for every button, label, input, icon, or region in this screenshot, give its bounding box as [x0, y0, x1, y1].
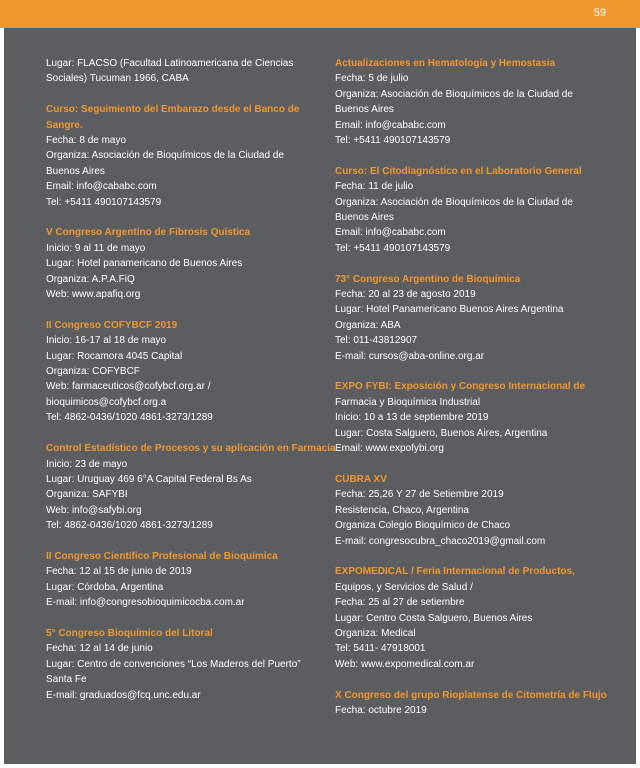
event-detail: Fecha: 8 de mayo	[46, 135, 127, 147]
event-title: Actualizaciones en Hematología y Hemostasia	[335, 58, 556, 69]
event-detail: Organiza: Asociación de Bioquímicos de la Ciudad de	[335, 88, 573, 100]
event-detail: E-mail: graduados@fcq.unc.edu.ar	[46, 689, 201, 701]
event-detail: Tel: 011-43812907	[335, 335, 418, 347]
event-title: Sangre.	[46, 119, 83, 131]
event-detail: Inicio: 9 al 11 de mayo	[46, 242, 146, 254]
event-entry	[46, 102, 336, 210]
event-detail: Tel: +5411 490107143579	[46, 196, 162, 208]
event-detail: Resistencia, Chaco, Argentina	[335, 504, 469, 516]
event-entry	[46, 549, 336, 611]
event-detail: E-mail: info@congresobioquimicocba.com.ar	[46, 597, 245, 609]
event-detail: Equipos, y Servicios de Salud /	[335, 581, 473, 593]
event-entry	[335, 164, 625, 256]
events-panel	[4, 28, 636, 764]
event-title: CUBRA XV	[335, 473, 387, 485]
event-title: Curso: Seguimiento del Embarazo desde el Banco de	[46, 104, 300, 116]
event-detail: Fecha: 5 de julio	[335, 73, 409, 85]
event-entry	[335, 56, 625, 148]
event-entry	[46, 626, 336, 703]
event-entry	[335, 472, 625, 549]
event-detail: Fecha: octubre 2019	[335, 704, 427, 716]
event-detail: Lugar: Centro Costa Salguero, Buenos Aires	[335, 612, 533, 624]
event-detail: Email: info@cababc.com	[335, 119, 446, 131]
event-detail: Santa Fe	[46, 674, 87, 686]
event-entry	[46, 441, 336, 533]
event-detail: Tel: 4862-0436/1020 4861-3273/1289	[46, 412, 213, 424]
event-detail: Lugar: Uruguay 469 6°A Capital Federal Bs As	[46, 473, 252, 485]
event-detail: Lugar: Costa Salguero, Buenos Aires, Argentina	[335, 427, 548, 439]
events-column-right	[335, 56, 625, 734]
event-detail: Organiza: Asociación de Bioquímicos de la Ciudad de	[335, 196, 573, 208]
event-detail: Email: info@cababc.com	[46, 181, 157, 193]
page-number: 59	[593, 7, 606, 19]
event-detail: Web: info@safybi.org	[46, 504, 142, 516]
event-detail: Inicio: 16-17 al 18 de mayo	[46, 335, 167, 347]
event-detail: Farmacia y Bioquímica Industrial	[335, 396, 481, 408]
event-detail: Lugar: Centro de convenciones “Los Maderos del Puerto”	[46, 658, 301, 670]
event-detail: Web: www.apafiq.org	[46, 289, 141, 301]
event-detail: Inicio: 23 de mayo	[46, 458, 128, 470]
event-detail: Fecha: 25,26 Y 27 de Setiembre 2019	[335, 489, 504, 501]
event-detail: Web: farmaceuticos@cofybcf.org.ar /	[46, 381, 211, 393]
event-detail: Tel: +5411 490107143579	[335, 242, 451, 254]
event-detail: Sociales) Tucuman 1966, CABA	[46, 73, 189, 85]
event-detail: Organiza: SAFYBI	[46, 489, 128, 501]
event-detail: Organiza: Asociación de Bioquímicos de la Ciudad de	[46, 150, 284, 162]
event-detail: Organiza Colegio Bioquímico de Chaco	[335, 520, 511, 532]
event-title: EXPOMEDICAL / Feria Internacional de Productos,	[335, 566, 575, 578]
event-detail: E-mail: cursos@aba-online.org.ar	[335, 350, 485, 362]
event-detail: Organiza: A.P.A.FiQ	[46, 273, 135, 285]
event-detail: Organiza: Medical	[335, 627, 416, 639]
event-title: 73° Congreso Argentino de Bioquímica	[335, 273, 521, 285]
event-detail: Fecha: 25 al 27 de setiembre	[335, 597, 465, 609]
event-detail: Organiza: ABA	[335, 319, 401, 331]
event-detail: Buenos Aires	[335, 212, 394, 224]
event-detail: Fecha: 12 al 14 de junio	[46, 643, 153, 655]
top-banner	[0, 0, 640, 28]
event-detail: Lugar: Hotel Panamericano Buenos Aires Argentina	[335, 304, 564, 316]
event-detail: Buenos Aires	[46, 165, 105, 177]
event-title: Control Estadístico de Procesos y su aplicación en Farmacia	[46, 443, 336, 455]
event-detail: Fecha: 11 de julio	[335, 181, 414, 193]
event-entry	[335, 379, 625, 456]
event-entry	[46, 225, 336, 302]
event-title: II Congreso COFYBCF 2019	[46, 319, 178, 331]
event-detail: Tel: 4862-0436/1020 4861-3273/1289	[46, 520, 213, 532]
event-title: EXPO FYBI: Exposición y Congreso Internacional de	[335, 381, 586, 393]
event-detail: Tel: 5411- 47918001	[335, 643, 426, 655]
event-detail: bioquimicos@cofybcf.org.a	[46, 396, 167, 408]
event-title: V Congreso Argentino de Fibrosis Quística	[46, 227, 251, 239]
event-detail: Tel: +5411 490107143579	[335, 135, 451, 147]
event-title: Curso: El Citodiagnóstico en el Laboratorio General	[335, 165, 582, 177]
event-entry	[46, 56, 336, 87]
event-detail: Inicio: 10 a 13 de septiembre 2019	[335, 412, 489, 424]
event-detail: Email: www.expofybi.org	[335, 443, 444, 455]
event-detail: Lugar: FLACSO (Facultad Latinoamericana de Ciencias	[46, 58, 294, 69]
event-detail: Organiza: COFYBCF	[46, 366, 140, 378]
event-title: 5° Congreso Bioquímico del Litoral	[46, 627, 213, 639]
event-detail: Lugar: Córdoba, Argentina	[46, 581, 164, 593]
event-detail: Buenos Aires	[335, 104, 394, 116]
event-entry	[46, 318, 336, 426]
event-detail: Lugar: Hotel panamericano de Buenos Aires	[46, 258, 243, 270]
event-title: X Congreso del grupo Rioplatense de Citometría de Flujo	[335, 689, 607, 701]
event-entry	[335, 688, 625, 719]
event-entry	[335, 272, 625, 364]
event-detail: Email: info@cababc.com	[335, 227, 446, 239]
events-column-left	[46, 56, 336, 718]
event-entry	[335, 564, 625, 672]
event-title: II Congreso Científico Profesional de Bioquímica	[46, 550, 278, 562]
event-detail: Web: www.expomedical.com.ar	[335, 658, 475, 670]
event-detail: Fecha: 12 al 15 de junio de 2019	[46, 566, 192, 578]
event-detail: Lugar: Rocamora 4045 Capital	[46, 350, 183, 362]
event-detail: Fecha: 20 al 23 de agosto 2019	[335, 289, 476, 301]
event-detail: E-mail: congresocubra_chaco2019@gmail.com	[335, 535, 546, 547]
